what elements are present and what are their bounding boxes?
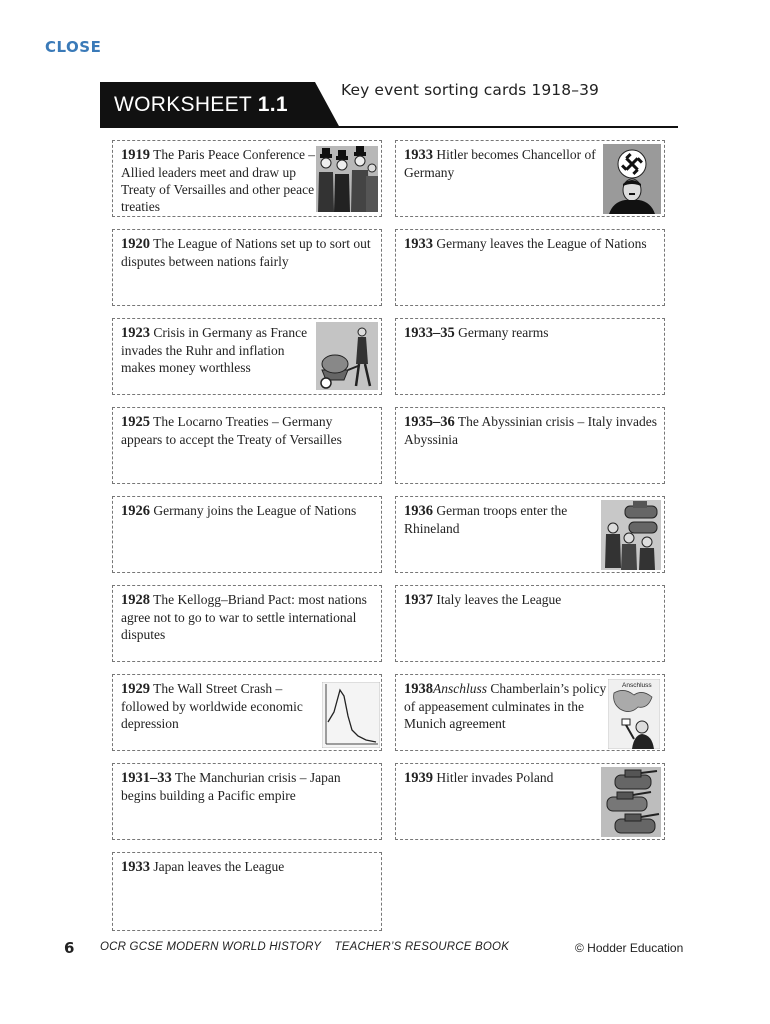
card-text: 1939 Hitler invades Poland: [404, 770, 554, 786]
hitler-swastika-icon: [603, 144, 661, 214]
card-text: 1935–36 The Abyssinian crisis – Italy invades Abyssinia: [404, 414, 657, 447]
card-1939[interactable]: [395, 763, 665, 840]
card-text: 1933 Hitler becomes Chancellor of Germany: [404, 147, 596, 180]
card-1933-hitler[interactable]: [395, 140, 665, 217]
card-1925[interactable]: [112, 407, 382, 484]
card-1919[interactable]: [112, 140, 382, 217]
wheelbarrow-money-icon: [316, 322, 378, 390]
worksheet-subtitle: Key event sorting cards 1918–39: [341, 81, 599, 99]
card-text: 1936 German troops enter the Rhineland: [404, 503, 568, 536]
card-text: 1933–35 Germany rearms: [404, 325, 549, 341]
card-1928[interactable]: [112, 585, 382, 662]
big-four-leaders-icon: [316, 146, 378, 212]
close-link[interactable]: CLOSE: [45, 38, 102, 56]
worksheet-banner: [100, 82, 340, 128]
tanks-icon: [601, 767, 661, 837]
worksheet-title: WORKSHEET 1.1: [114, 93, 288, 116]
card-text: 1929 The Wall Street Crash – followed by worldwide economic depression: [121, 681, 303, 731]
card-text: 1933 Japan leaves the League: [121, 859, 285, 875]
card-1926[interactable]: [112, 496, 382, 573]
copyright: © Hodder Education: [575, 941, 684, 955]
card-text: 1920 The League of Nations set up to sort out disputes between nations fairly: [121, 236, 371, 269]
stock-crash-graph-icon: [322, 682, 380, 748]
card-1935-36[interactable]: [395, 407, 665, 484]
card-1923[interactable]: [112, 318, 382, 395]
card-1937[interactable]: [395, 585, 665, 662]
card-text: 1923 Crisis in Germany as France invades the Ruhr and inflation makes money worthless: [121, 325, 308, 375]
card-1938[interactable]: [395, 674, 665, 751]
book-title: OCR GCSE MODERN WORLD HISTORY TEACHER’S RESOURCE BOOK: [100, 941, 510, 953]
card-text: 1925 The Locarno Treaties – Germany appears to accept the Treaty of Versailles: [121, 414, 342, 447]
card-1933-japan[interactable]: [112, 852, 382, 931]
card-1933-germany-leaves[interactable]: [395, 229, 665, 306]
card-1929[interactable]: [112, 674, 382, 751]
card-text: 1926 Germany joins the League of Nations: [121, 503, 357, 519]
card-text: 1928 The Kellogg–Briand Pact: most nations agree not to go to war to settle international disputes: [121, 592, 367, 642]
card-text: 1919 The Paris Peace Conference – Allied leaders meet and draw up Treaty of Versailles and other peace treaties: [121, 147, 316, 214]
card-text: 1933 Germany leaves the League of Nations: [404, 236, 647, 252]
card-text: 1937 Italy leaves the League: [404, 592, 562, 608]
anschluss-map-label: Anschluss: [622, 682, 652, 689]
card-1933-35[interactable]: [395, 318, 665, 395]
card-1920[interactable]: [112, 229, 382, 306]
card-text: 1938Anschluss Chamberlain’s policy of appeasement culminates in the Munich agreement: [404, 681, 607, 731]
troops-and-tanks-icon: [601, 500, 661, 570]
austria-map-chamberlain-icon: [608, 679, 660, 749]
card-1936[interactable]: [395, 496, 665, 573]
card-1931-33[interactable]: [112, 763, 382, 840]
header-rule: [320, 126, 678, 128]
page-number: 6: [64, 939, 75, 957]
card-text: 1931–33 The Manchurian crisis – Japan begins building a Pacific empire: [121, 770, 341, 803]
